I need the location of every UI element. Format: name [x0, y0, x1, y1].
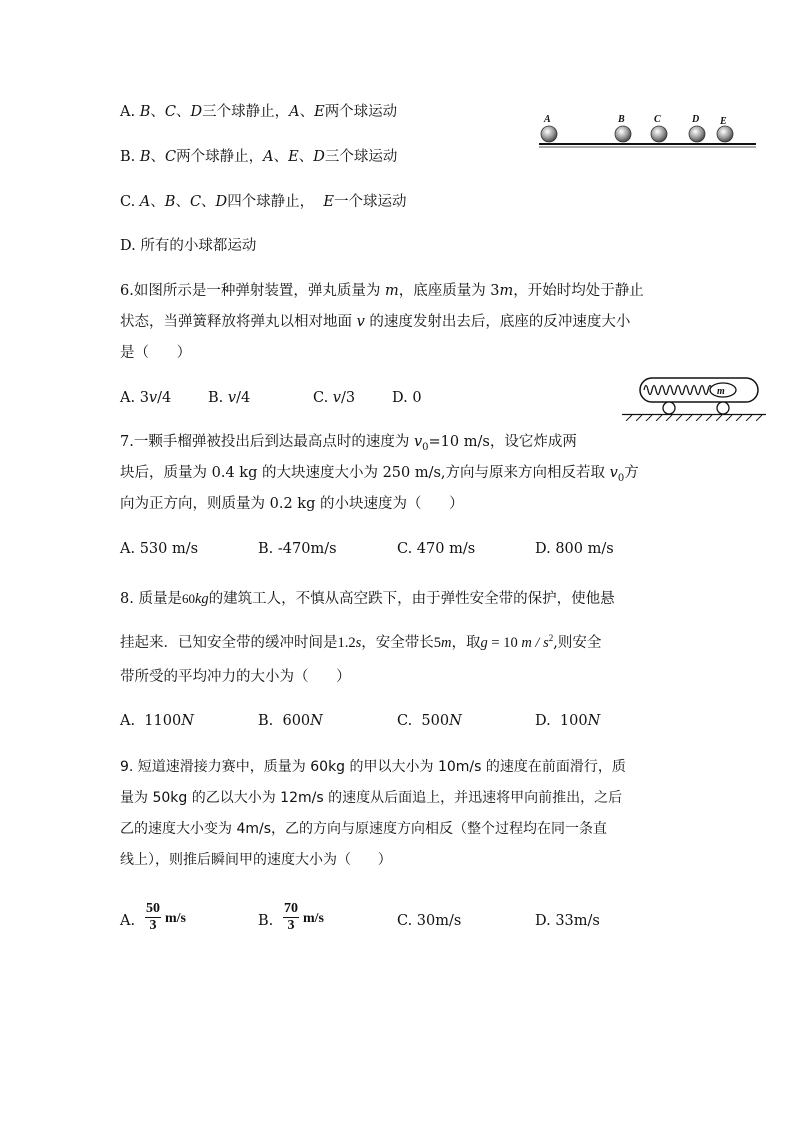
- q8-line-1: 8. 质量是60kg的建筑工人，不慎从高空跌下，由于弹性安全带的保护，使他悬: [120, 591, 615, 607]
- q8-option-b: B. 600N: [258, 713, 323, 729]
- q9-line-4: 线上），则推后瞬间甲的速度大小为（ ）: [120, 852, 392, 868]
- q6-option-a: A. 3v/4: [120, 390, 172, 406]
- launcher-base: [640, 378, 758, 402]
- q5-option-c: C. A、B、C、D四个球静止， E一个球运动: [120, 194, 407, 210]
- q6-line-2: 状态，当弹簧释放将弹丸以相对地面 v 的速度发射出去后，底座的反冲速度大小: [120, 314, 631, 330]
- ball-label-a: A: [544, 114, 551, 125]
- ball-a: [541, 126, 557, 142]
- ball-label-c: C: [654, 114, 661, 125]
- q5-option-d: D. 所有的小球都运动: [120, 238, 257, 254]
- ball-label-e: E: [720, 116, 727, 127]
- q5-option-a: A. B、C、D三个球静止，A、E两个球运动: [120, 104, 398, 120]
- q6-option-c: C. v/3: [313, 390, 356, 406]
- ball-label-b: B: [618, 114, 625, 125]
- q5-option-b: B. B、C两个球静止，A、E、D三个球运动: [120, 149, 398, 165]
- ball-label-d: D: [692, 114, 700, 125]
- ball-c: [651, 126, 667, 142]
- q7-option-a: A. 530 m/s: [120, 541, 199, 557]
- projectile-label: m: [717, 386, 725, 397]
- q6-option-d: D. 0: [392, 390, 422, 406]
- q9-line-2: 量为 50kg 的乙以大小为 12m/s 的速度从后面追上，并迅速将甲向前推出，之后: [120, 790, 623, 806]
- q7-line-3: 向为正方向，则质量为 0.2 kg 的小块速度为（ ）: [120, 496, 464, 512]
- q8-option-a: A. 1100N: [120, 713, 194, 729]
- q6-launcher-figure: [620, 375, 768, 421]
- q9-option-a-fraction: $\frac{50}{3}$: [146, 901, 160, 933]
- ground-hatch: [626, 415, 762, 421]
- q8-option-c: C. 500N: [397, 713, 462, 729]
- q7-line-2: 块后，质量为 0.4 kg 的大块速度大小为 250 m/s,方向与原来方向相反若取 $v_0$方: [120, 465, 639, 484]
- q6-line-3: 是（ ）: [120, 345, 192, 361]
- q9-option-b-fraction: $\frac{70}{3}$: [284, 901, 298, 933]
- q9-option-b-label: B.: [258, 913, 274, 929]
- wheel-left: [663, 402, 675, 414]
- q7-line-1: 7.一颗手榴弹被投出后到达最高点时的速度为 $v_0=10$ m/s，设它炸成两: [120, 434, 577, 453]
- ball-b: [615, 126, 631, 142]
- q9-option-b-unit: m/s: [303, 911, 324, 926]
- q7-option-c: C. 470 m/s: [397, 541, 476, 557]
- q6-option-b: B. v/4: [208, 390, 251, 406]
- q9-line-1: 9. 短道速滑接力赛中，质量为 60kg 的甲以大小为 10m/s 的速度在前面滑行，质: [120, 759, 626, 775]
- q8-line-2: 挂起来．已知安全带的缓冲时间是1.2s，安全带长5m，取g = 10 m / $s^2$,则安全: [120, 633, 602, 651]
- q7-option-d: D. 800 m/s: [535, 541, 614, 557]
- ball-d: [689, 126, 705, 142]
- q5-balls-figure: [536, 112, 758, 152]
- wheel-right: [717, 402, 729, 414]
- q6-line-1: 6.如图所示是一种弹射装置，弹丸质量为 m，底座质量为 3m，开始时均处于静止: [120, 283, 644, 299]
- q8-line-3: 带所受的平均冲力的大小为（ ）: [120, 669, 351, 685]
- spring-icon: [644, 386, 720, 395]
- q9-line-3: 乙的速度大小变为 4m/s，乙的方向与原速度方向相反（整个过程均在同一条直: [120, 821, 608, 837]
- q9-option-a-unit: m/s: [165, 911, 186, 926]
- ball-e: [717, 126, 733, 142]
- q8-option-d: D. 100N: [535, 713, 601, 729]
- q9-option-d: D. 33m/s: [535, 913, 600, 929]
- q9-option-c: C. 30m/s: [397, 913, 462, 929]
- q9-option-a-label: A.: [120, 913, 136, 929]
- q7-option-b: B. -470m/s: [258, 541, 337, 557]
